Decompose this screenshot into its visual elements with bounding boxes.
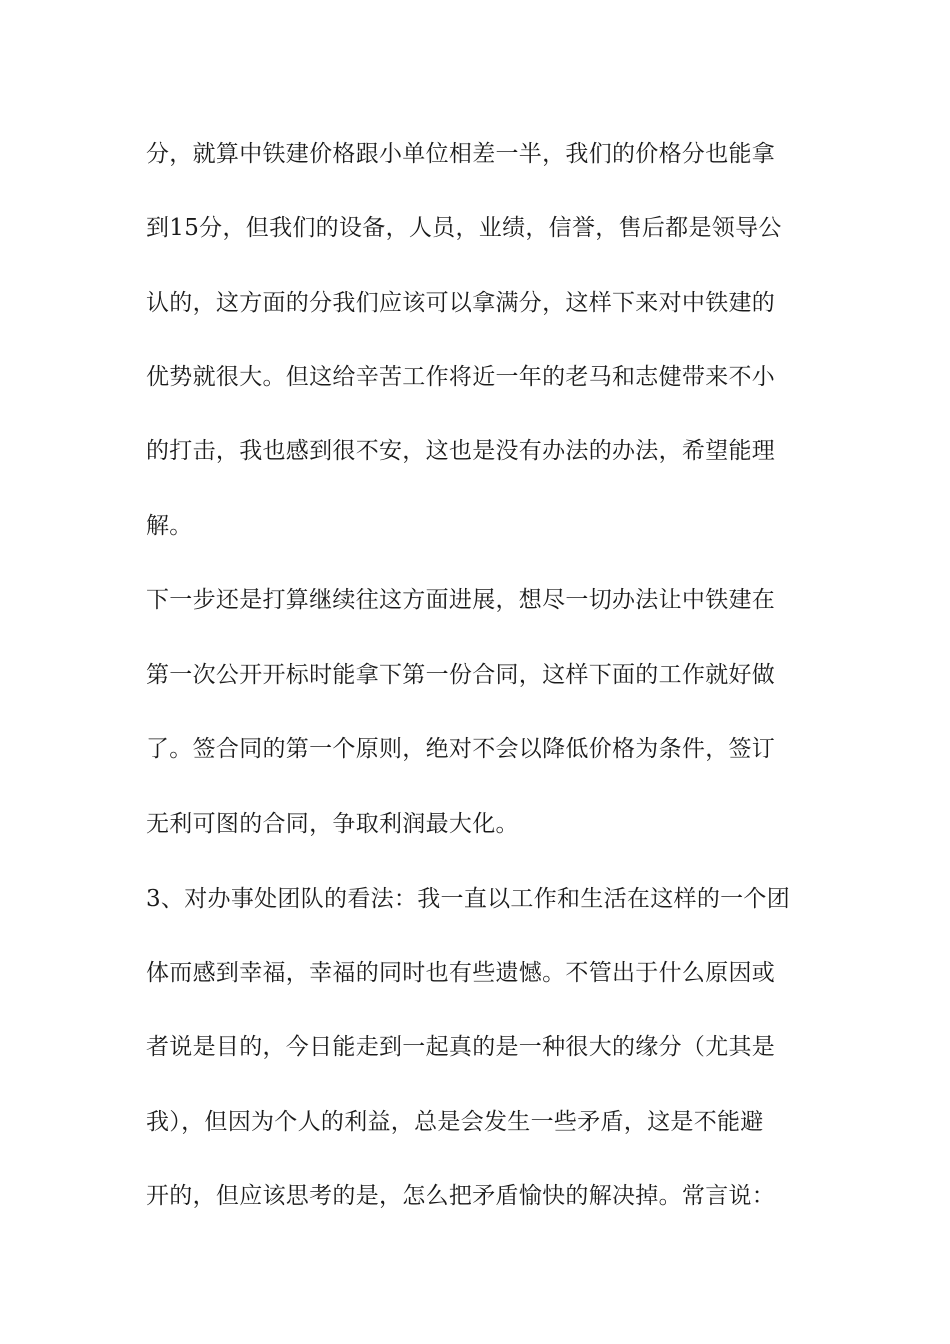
text-line: 到15分，但我们的设备，人员，业绩，信誉，售后都是领导公 [146,215,782,241]
text-line: 优势就很大。但这给辛苦工作将近一年的老马和志健带来不小 [146,364,776,390]
text-line: 分，就算中铁建价格跟小单位相差一半，我们的价格分也能拿 [146,141,776,167]
text-line: 下一步还是打算继续往这方面进展，想尽一切办法让中铁建在 [146,587,776,613]
text-line: 开的，但应该思考的是，怎么把矛盾愉快的解决掉。常言说： [146,1183,776,1209]
text-line: 无利可图的合同，争取利润最大化。 [146,811,519,837]
text-line: 解。 [146,513,193,539]
text-line: 体而感到幸福，幸福的同时也有些遗憾。不管出于什么原因或 [146,960,776,986]
text-line: 第一次公开开标时能拿下第一份合同，这样下面的工作就好做 [146,662,776,688]
text-line: 我），但因为个人的利益，总是会发生一些矛盾，这是不能避 [146,1109,764,1135]
text-line: 认的，这方面的分我们应该可以拿满分，这样下来对中铁建的 [146,290,776,316]
text-line: 3、对办事处团队的看法：我一直以工作和生活在这样的一个团 [146,886,791,912]
text-line: 者说是目的，今日能走到一起真的是一种很大的缘分（尤其是 [146,1034,776,1060]
text-line: 的打击，我也感到很不安，这也是没有办法的办法，希望能理 [146,438,776,464]
text-line: 了。签合同的第一个原则，绝对不会以降低价格为条件，签订 [146,736,776,762]
